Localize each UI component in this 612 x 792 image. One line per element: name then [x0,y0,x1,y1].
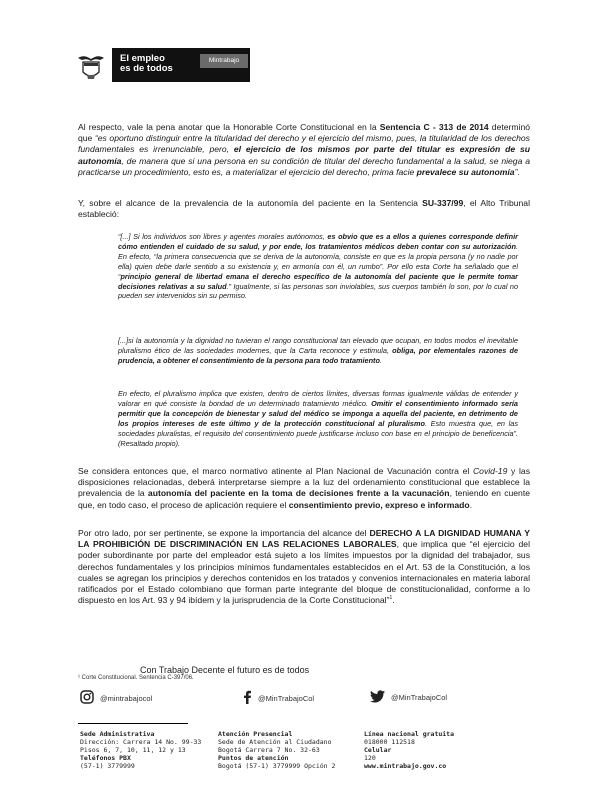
footer-address: Bogotá Carrera 7 No. 32-63 [218,746,320,755]
paragraph-dignidad-humana [78,528,530,606]
facebook-handle: @MinTrabajoCol [258,693,315,703]
text: Y, sobre el alcance de la prevalencia de la autonomía del paciente en la Sentencia [78,198,423,208]
social-twitter[interactable] [370,690,447,705]
emphasis: es obvio que es a ellos a quienes corresponde definir cómo entienden el cuidado de su salud, y por ende, los tratamientos médicos deben contar con su autorización [118,232,518,251]
gov-slogan-banner [112,48,250,82]
paragraph-plan-vacunacion [78,466,530,511]
emphasis: autonomía del paciente en la toma de decisiones frente a la vacunación [147,488,450,499]
footer-heading: Línea nacional gratuita [364,730,455,738]
text: y las disposiciones relacionadas, deberá interpretarse siempre a la luz del ordenamiento constitucional que establece la prevalencia de la [78,466,530,499]
text: . [392,595,395,606]
facebook-icon [242,690,252,706]
paragraph-su337 [78,198,530,220]
text: Se considera entonces que, el marco normativo atinente al Plan Nacional de Vacunación contra el [78,466,473,476]
quote-text: “es oportuno distinguir entre la titularidad del derecho y el ejercicio del mismo, pues, la titularidad de los derechos fundamentales es irrenunciable, pero, [78,133,530,155]
text: . [469,499,473,510]
slogan-line-1: El empleo [120,53,165,64]
text: determinó que [78,122,531,144]
website-link[interactable]: www.mintrabajo.gov.co [364,762,447,771]
quote-text: ”. [514,166,520,177]
emphasis: DERECHO A LA DIGNIDAD HUMANA Y LA PROHIBICIÓN DE DISCRIMINACIÓN EN LAS RELACIONES LABORALES [78,528,531,550]
text: En efecto, el pluralismo implica que existen, dentro de ciertos límites, diversas formas igualmente válidas de entender y valorar en qué consiste la bondad de un determinado tratamiento médico. [118,389,518,408]
colombia-coat-of-arms-logo [74,50,108,84]
footer-subheading: Puntos de atención [218,754,289,763]
quote-emphasis: el ejercicio de los mismos por parte del titular es expresión de su autonomía [78,144,530,166]
text: [...]si la autonomía y la dignidad no tuvieran el rango constitucional tan elevado que ocupan, en todos modos el inevitable pluralismo ético de las sociedades modernes, que la Carta reconoce y estimula, [118,336,518,355]
text: .” Igualmente, si las personas son inviolables, sus cuerpos también lo son, por lo cual no pueden ser intervenidos sin su permiso. [118,281,518,301]
social-instagram[interactable] [80,690,152,706]
text: , teniendo en cuente que, en todo caso, el proceso de aplicación requiere el [78,488,530,510]
footer-heading: Atención Presencial [218,730,293,738]
footer-atencion-presencial [218,730,335,770]
emphasis: principio general de libertad emana el derecho específico de la autonomía del paciente que le permite tomar decisiones relativas a su salud [118,271,518,291]
citation: Sentencia C - 313 de 2014 [379,122,489,132]
block-quote-3 [118,389,518,448]
footnote: ¹ Corte Constitucional. Sentencia C-397/06. [78,675,194,681]
slogan-line-2: es de todos [120,63,173,74]
text: Por otro lado, por ser pertinente, se expone la importancia del alcance del [78,528,370,538]
italic-term: Covid-19 [472,466,508,476]
social-facebook[interactable] [242,690,314,706]
quote-text: , de manera que si una persona en su condición de titular del derecho fundamental a la salud, se niega a practicarse un procedimiento, esto es, a materializar el ejercicio del derecho, prima facie [78,155,530,177]
text: . En efecto, “la primera consecuencia que se deriva de la autonomía, consiste en que es la propia persona (y no nadie por ella) quien debe darle sentido a su existencia y, en armonía con él, un rumbo”. Por ello esta Corte ha señalado que el “ [118,241,518,281]
ministry-label: Mintrabajo [200,54,248,68]
footnote-divider [78,723,188,724]
footer-line: Sede de Atención al Ciudadano [218,738,332,747]
text: . Esto muestra que, en las sociedades pluralistas, el requisito del consentimiento puede justificarse incluso con base en el principio de beneficencia”. (Resaltado propio). [118,418,518,448]
footer-address: Dirección: Carrera 14 No. 99-33 [80,738,202,747]
footer-subheading: Teléfonos PBX [80,754,131,763]
text: . [379,355,382,365]
quote-emphasis: prevalece su autonomía [416,166,515,177]
footer-phone: 018000 112518 [364,738,415,747]
slogan-text [120,54,173,74]
emphasis: consentimiento previo, expreso e informado [288,499,470,510]
twitter-icon [370,690,385,705]
emphasis: Omitir el consentimiento informado sería permitir que la concepción de bienestar y salud del médico se imponga a aquella del paciente, en detrimento de los propios intereses de este último y de la protección constitucional al pluralismo [118,398,518,428]
instagram-icon [80,690,94,706]
footer-linea-nacional [364,730,454,770]
footer-subheading: Celular [364,746,392,755]
emphasis: obliga, por elementales razones de prudencia, a obtener el consentimiento de la persona para todo tratamiento [118,345,519,365]
footer-heading: Sede Administrativa [80,730,155,738]
paragraph-sentencia-c313 [78,122,530,178]
citation: SU-337/99 [422,198,464,208]
text: “[...] Si los individuos son libres y agentes morales autónomos, [118,232,328,241]
instagram-handle: @mintrabajocol [100,693,153,703]
text: Al respecto, vale la pena anotar que la Honorable Corte Constitucional en la [78,122,380,132]
twitter-handle: @MinTrabajoCol [391,693,448,702]
footer-phone: (57-1) 3779999 [80,762,135,771]
footer-phone: 120 [364,754,376,763]
footer-sede-administrativa [80,730,201,770]
footer-tagline: Con Trabajo Decente el futuro es de todos [140,665,310,675]
block-quote-2 [118,336,518,366]
footer-floors: Pisos 6, 7, 10, 11, 12 y 13 [80,746,186,755]
block-quote-1 [118,232,518,301]
text: , el Alto Tribunal estableció: [78,198,530,220]
footnote-ref: 1 [389,595,393,602]
text: , que implica que “el ejercicio del poder subordinante por parte del empleador está sujeto a los límites impuestos por la dignidad del trabajador, sus derechos fundamentales y los principios mínimos fundamentales establecidos en el Art. 53 de la Constitución, a los cuales se agregan los principios y derechos contenidos en los tratados y convenios internacionales en materia laboral ratificados por el Estado colombiano que forman parte integrante del bloque de constitucionalidad, conforme a lo dispuesto en los Art. 93 y 94 ibídem y la jurisprudencia de la Corte Constitucional” [78,539,530,606]
footer-phone: Bogotá (57-1) 3779999 Opción 2 [218,762,336,771]
